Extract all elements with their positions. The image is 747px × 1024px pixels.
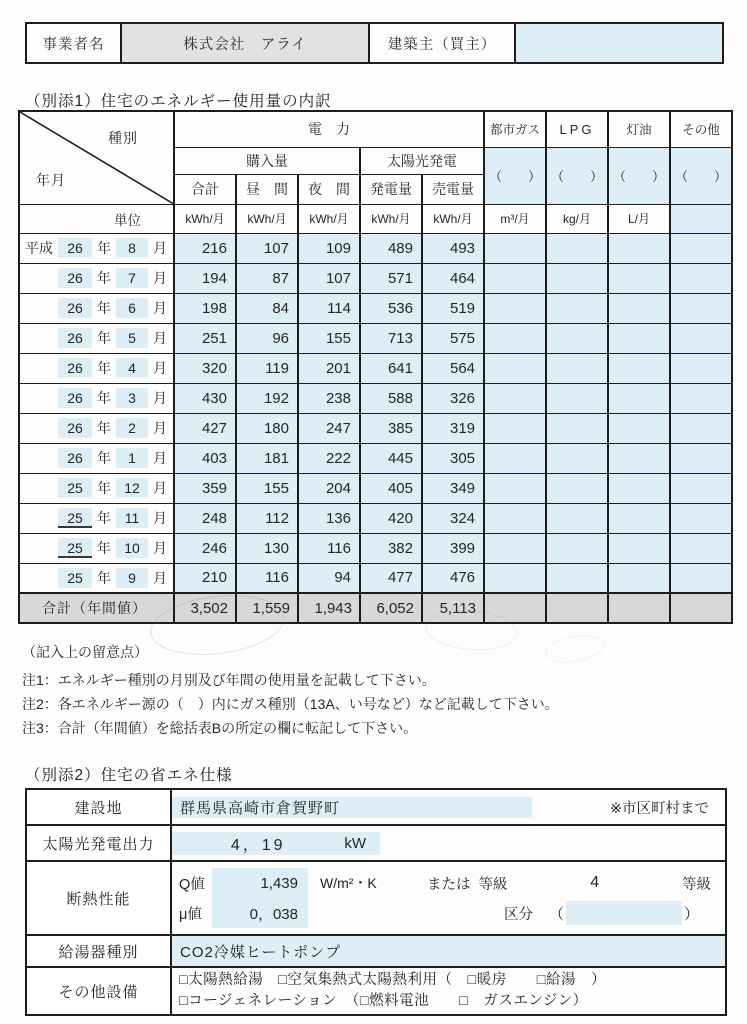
insulation-value-cell — [171, 861, 726, 935]
total-lpg-blank — [546, 593, 608, 623]
col-night-header: 夜 間 — [298, 174, 360, 204]
usage-value: 420 — [360, 503, 422, 533]
fuel-blank-cell — [484, 263, 546, 293]
energy-usage-table — [18, 110, 733, 624]
usage-row — [19, 563, 732, 593]
month-value: 4 — [116, 358, 148, 378]
fuel-blank-cell — [608, 383, 670, 413]
col-total-header: 合計 — [174, 174, 236, 204]
power-group-header: 電 力 — [174, 111, 484, 147]
year-suffix: 年 — [97, 450, 111, 466]
year-value: 26 — [58, 298, 92, 318]
month-value: 5 — [116, 328, 148, 348]
usage-row — [19, 233, 732, 263]
usage-value: 349 — [422, 473, 484, 503]
year-value: 26 — [58, 388, 92, 408]
fuel-blank-cell — [484, 413, 546, 443]
year-value: 26 — [58, 448, 92, 468]
unit-kwh: kWh/月 — [298, 204, 360, 233]
fuel-blank-cell — [608, 353, 670, 383]
business-header-table — [25, 22, 724, 64]
usage-value: 136 — [298, 503, 360, 533]
fuel-blank-cell — [608, 263, 670, 293]
unit-kwh: kWh/月 — [422, 204, 484, 233]
usage-value: 116 — [236, 563, 298, 593]
pv-output-value-cell — [171, 825, 726, 861]
era-label — [20, 448, 58, 468]
total-daytime: 1,559 — [236, 593, 298, 623]
usage-row — [19, 323, 732, 353]
usage-value: 713 — [360, 323, 422, 353]
month-suffix: 月 — [153, 510, 167, 526]
location-value: 群馬県高崎市倉賀野町 — [172, 797, 532, 818]
grade-value: 4 — [590, 874, 600, 891]
water-heater-value: CO2冷媒ヒートポンプ — [171, 935, 726, 967]
usage-value: 489 — [360, 233, 422, 263]
notes-title: （記入上の留意点） — [22, 644, 148, 660]
total-other-blank — [670, 593, 732, 623]
usage-value: 248 — [174, 503, 236, 533]
business-name-value: 株式会社 アライ — [121, 23, 369, 63]
month-value: 1 — [116, 448, 148, 468]
solar-group-header: 太陽光発電 — [360, 147, 484, 174]
fuel-blank-cell — [670, 293, 732, 323]
usage-value: 107 — [298, 263, 360, 293]
usage-row — [19, 533, 732, 563]
fuel-blank-cell — [670, 503, 732, 533]
pv-output-unit: kW — [344, 834, 366, 852]
month-value: 6 — [116, 298, 148, 318]
fuel-blank-cell — [546, 443, 608, 473]
fuel-blank-cell — [546, 503, 608, 533]
usage-row — [19, 353, 732, 383]
year-suffix: 年 — [97, 240, 111, 256]
month-value: 11 — [116, 508, 148, 528]
year-value: 25 — [58, 538, 92, 558]
fuel-blank-cell — [670, 353, 732, 383]
usage-value: 399 — [422, 533, 484, 563]
note-2: 注2：各エネルギー源の（ ）内にガス種別（13A、い号など）など記載して下さい。 — [22, 696, 559, 712]
location-note: ※市区町村まで — [609, 800, 709, 817]
year-month-cell — [19, 323, 174, 353]
month-value: 10 — [116, 538, 148, 558]
month-value: 12 — [116, 478, 148, 498]
usage-value: 464 — [422, 263, 484, 293]
fuel-blank-cell — [608, 323, 670, 353]
class-blank-field — [566, 901, 682, 925]
other-equipment-line2: □コージェネレーション （□燃料電池 □ ガスエンジン） — [179, 993, 588, 1009]
col-sold-header: 売電量 — [422, 174, 484, 204]
usage-value: 305 — [422, 443, 484, 473]
era-label: 平成 — [25, 240, 53, 256]
fuel-blank-cell — [484, 533, 546, 563]
usage-value: 382 — [360, 533, 422, 563]
usage-value: 204 — [298, 473, 360, 503]
era-label — [20, 418, 58, 438]
year-value: 26 — [58, 328, 92, 348]
usage-value: 201 — [298, 353, 360, 383]
year-value: 26 — [58, 268, 92, 288]
purchase-group-header: 購入量 — [174, 147, 360, 174]
location-label: 建設地 — [26, 789, 171, 825]
month-suffix: 月 — [153, 240, 167, 256]
usage-table-body — [19, 233, 732, 593]
fuel-blank-cell — [484, 503, 546, 533]
month-suffix: 月 — [153, 569, 167, 586]
month-value: 3 — [116, 388, 148, 408]
corner-type-label: 種別 — [108, 130, 138, 146]
other-fuel-header: その他 — [670, 111, 732, 147]
total-row-label: 合計（年間値） — [19, 593, 174, 623]
corner-header-cell — [19, 111, 174, 204]
year-suffix: 年 — [97, 270, 111, 286]
total-row — [19, 593, 732, 623]
year-suffix: 年 — [97, 390, 111, 406]
kerosene-header: 灯油 — [608, 111, 670, 147]
usage-value: 119 — [236, 353, 298, 383]
month-suffix: 月 — [153, 480, 167, 496]
usage-value: 96 — [236, 323, 298, 353]
year-month-cell — [19, 533, 174, 563]
month-suffix: 月 — [153, 270, 167, 286]
energy-spec-table — [25, 788, 727, 1016]
water-heater-label: 給湯器種別 — [26, 935, 171, 967]
usage-value: 222 — [298, 443, 360, 473]
usage-value: 427 — [174, 413, 236, 443]
usage-value: 588 — [360, 383, 422, 413]
era-label — [20, 568, 58, 588]
year-month-cell — [19, 263, 174, 293]
col-generated-header: 発電量 — [360, 174, 422, 204]
fuel-blank-cell — [670, 233, 732, 263]
fuel-blank-cell — [608, 473, 670, 503]
fuel-blank-cell — [670, 413, 732, 443]
year-value: 26 — [58, 358, 92, 378]
unit-kg: kg/月 — [546, 204, 608, 233]
usage-value: 403 — [174, 443, 236, 473]
mu-value-label: μ値 — [179, 906, 202, 923]
month-suffix: 月 — [153, 360, 167, 376]
fuel-blank-cell — [484, 383, 546, 413]
month-suffix: 月 — [153, 450, 167, 466]
year-month-cell — [19, 293, 174, 323]
usage-value: 87 — [236, 263, 298, 293]
usage-value: 130 — [236, 533, 298, 563]
pv-output-value: 4，19 — [230, 836, 286, 854]
era-label — [20, 388, 58, 408]
year-value: 25 — [58, 508, 92, 528]
usage-row — [19, 293, 732, 323]
paren-open: （ — [549, 905, 565, 923]
usage-value: 155 — [236, 473, 298, 503]
year-month-cell — [19, 413, 174, 443]
usage-value: 519 — [422, 293, 484, 323]
usage-row — [19, 263, 732, 293]
usage-row — [19, 383, 732, 413]
q-value-unit: W/m²・K — [320, 875, 377, 891]
usage-value: 109 — [298, 233, 360, 263]
usage-value: 359 — [174, 473, 236, 503]
usage-value: 319 — [422, 413, 484, 443]
fuel-blank-cell — [608, 293, 670, 323]
total-kerosene-blank — [608, 593, 670, 623]
usage-value: 571 — [360, 263, 422, 293]
usage-value: 116 — [298, 533, 360, 563]
usage-value: 564 — [422, 353, 484, 383]
total-kwh: 3,502 — [174, 593, 236, 623]
mu-value: 0，038 — [212, 898, 308, 928]
usage-value: 198 — [174, 293, 236, 323]
grade-label: 等級 — [478, 876, 508, 893]
building-owner-label: 建築主（買主） — [369, 23, 515, 63]
unit-other-blank — [670, 204, 732, 233]
usage-value: 181 — [236, 443, 298, 473]
pv-output-label: 太陽光発電出力 — [26, 825, 171, 861]
corner-yearmonth-label: 年月 — [36, 171, 66, 188]
era-label — [20, 358, 58, 378]
attachment1-title: （別添1）住宅のエネルギー使用量の内訳 — [25, 93, 332, 110]
year-month-cell — [19, 233, 174, 263]
usage-row — [19, 473, 732, 503]
year-value: 26 — [58, 238, 92, 258]
usage-value: 192 — [236, 383, 298, 413]
usage-value: 94 — [298, 563, 360, 593]
usage-value: 251 — [174, 323, 236, 353]
month-suffix: 月 — [153, 420, 167, 436]
kerosene-paren: （ ） — [608, 147, 670, 204]
month-value: 8 — [116, 238, 148, 258]
month-suffix: 月 — [153, 330, 167, 346]
building-owner-value — [515, 23, 723, 63]
era-label — [20, 328, 58, 348]
fuel-blank-cell — [546, 563, 608, 593]
fuel-blank-cell — [546, 473, 608, 503]
fuel-blank-cell — [484, 443, 546, 473]
month-value: 2 — [116, 418, 148, 438]
fuel-blank-cell — [546, 323, 608, 353]
unit-kwh: kWh/月 — [360, 204, 422, 233]
year-month-cell — [19, 383, 174, 413]
usage-value: 641 — [360, 353, 422, 383]
other-paren: （ ） — [670, 147, 732, 204]
diagonal-divider — [20, 112, 173, 204]
unit-kwh: kWh/月 — [174, 204, 236, 233]
usage-value: 405 — [360, 473, 422, 503]
usage-value: 210 — [174, 563, 236, 593]
fuel-blank-cell — [670, 533, 732, 563]
usage-value: 155 — [298, 323, 360, 353]
city-gas-header: 都市ガス — [484, 111, 546, 147]
year-suffix: 年 — [97, 510, 111, 526]
lpg-header: LPG — [546, 111, 608, 147]
fuel-blank-cell — [670, 563, 732, 593]
year-month-cell — [19, 503, 174, 533]
usage-value: 385 — [360, 413, 422, 443]
paren-close: ） — [684, 905, 700, 923]
year-month-cell — [19, 563, 174, 593]
usage-value: 246 — [174, 533, 236, 563]
usage-value: 84 — [236, 293, 298, 323]
era-label — [20, 268, 58, 288]
usage-value: 320 — [174, 353, 236, 383]
era-label — [20, 298, 58, 318]
other-equipment-value-cell — [171, 967, 726, 1015]
insulation-label: 断熱性能 — [26, 861, 171, 935]
year-suffix: 年 — [97, 300, 111, 316]
city-gas-paren: （ ） — [484, 147, 546, 204]
era-label — [20, 508, 58, 528]
fuel-blank-cell — [608, 563, 670, 593]
fuel-blank-cell — [484, 353, 546, 383]
era-label — [20, 478, 58, 498]
note-3: 注3：合計（年間値）を総括表Bの所定の欄に転記して下さい。 — [22, 720, 418, 736]
fuel-blank-cell — [484, 293, 546, 323]
fuel-blank-cell — [546, 293, 608, 323]
usage-value: 180 — [236, 413, 298, 443]
usage-value: 194 — [174, 263, 236, 293]
usage-value: 216 — [174, 233, 236, 263]
year-month-cell — [19, 443, 174, 473]
unit-row-label: 単位 — [19, 204, 174, 233]
year-suffix: 年 — [97, 540, 111, 556]
grade-suffix: 等級 — [682, 876, 711, 893]
fuel-blank-cell — [670, 263, 732, 293]
filling-notes — [22, 640, 559, 740]
year-month-cell — [19, 353, 174, 383]
year-suffix: 年 — [97, 330, 111, 346]
unit-l: L/月 — [608, 204, 670, 233]
month-suffix: 月 — [153, 300, 167, 316]
usage-value: 238 — [298, 383, 360, 413]
unit-kwh: kWh/月 — [236, 204, 298, 233]
usage-value: 114 — [298, 293, 360, 323]
usage-row — [19, 413, 732, 443]
fuel-blank-cell — [484, 233, 546, 263]
fuel-blank-cell — [546, 413, 608, 443]
unit-m3: m³/月 — [484, 204, 546, 233]
usage-value: 476 — [422, 563, 484, 593]
year-suffix: 年 — [97, 569, 111, 586]
q-value-label: Q値 — [179, 876, 205, 893]
fuel-blank-cell — [484, 563, 546, 593]
year-value: 25 — [58, 478, 92, 498]
usage-value: 493 — [422, 233, 484, 263]
fuel-blank-cell — [546, 533, 608, 563]
class-label: 区分 — [504, 906, 533, 923]
usage-value: 107 — [236, 233, 298, 263]
year-month-cell — [19, 473, 174, 503]
usage-value: 536 — [360, 293, 422, 323]
year-value: 26 — [58, 418, 92, 438]
fuel-blank-cell — [546, 353, 608, 383]
total-sold: 5,113 — [422, 593, 484, 623]
usage-value: 477 — [360, 563, 422, 593]
fuel-blank-cell — [546, 233, 608, 263]
fuel-blank-cell — [670, 323, 732, 353]
usage-value: 575 — [422, 323, 484, 353]
usage-row — [19, 443, 732, 473]
usage-value: 247 — [298, 413, 360, 443]
note-1: 注1：エネルギー種別の月別及び年間の使用量を記載して下さい。 — [22, 672, 436, 688]
fuel-blank-cell — [484, 473, 546, 503]
month-value: 7 — [116, 268, 148, 288]
fuel-blank-cell — [608, 233, 670, 263]
era-label — [20, 538, 58, 558]
total-night: 1,943 — [298, 593, 360, 623]
year-value: 25 — [58, 568, 92, 588]
other-equipment-label: その他設備 — [26, 967, 171, 1015]
month-suffix: 月 — [153, 540, 167, 556]
fuel-blank-cell — [608, 533, 670, 563]
business-name-label: 事業者名 — [26, 23, 121, 63]
year-suffix: 年 — [97, 480, 111, 496]
year-suffix: 年 — [97, 420, 111, 436]
usage-value: 324 — [422, 503, 484, 533]
lpg-paren: （ ） — [546, 147, 608, 204]
month-suffix: 月 — [153, 390, 167, 406]
usage-value: 112 — [236, 503, 298, 533]
usage-row — [19, 503, 732, 533]
fuel-blank-cell — [546, 263, 608, 293]
col-daytime-header: 昼 間 — [236, 174, 298, 204]
fuel-blank-cell — [484, 323, 546, 353]
other-equipment-line1: □太陽熱給湯 □空気集熱式太陽熱利用（ □暖房 □給湯 ） — [179, 972, 607, 988]
fuel-blank-cell — [670, 383, 732, 413]
total-generated: 6,052 — [360, 593, 422, 623]
year-suffix: 年 — [97, 360, 111, 376]
fuel-blank-cell — [670, 473, 732, 503]
usage-value: 445 — [360, 443, 422, 473]
month-value: 9 — [116, 568, 148, 588]
or-label: または — [427, 876, 471, 893]
location-value-cell — [171, 789, 726, 825]
q-value: 1,439 — [212, 868, 308, 898]
usage-value: 326 — [422, 383, 484, 413]
usage-value: 430 — [174, 383, 236, 413]
fuel-blank-cell — [546, 383, 608, 413]
fuel-blank-cell — [608, 443, 670, 473]
fuel-blank-cell — [670, 443, 732, 473]
fuel-blank-cell — [608, 503, 670, 533]
attachment2-title: （別添2）住宅の省エネ仕様 — [25, 767, 233, 784]
fuel-blank-cell — [608, 413, 670, 443]
